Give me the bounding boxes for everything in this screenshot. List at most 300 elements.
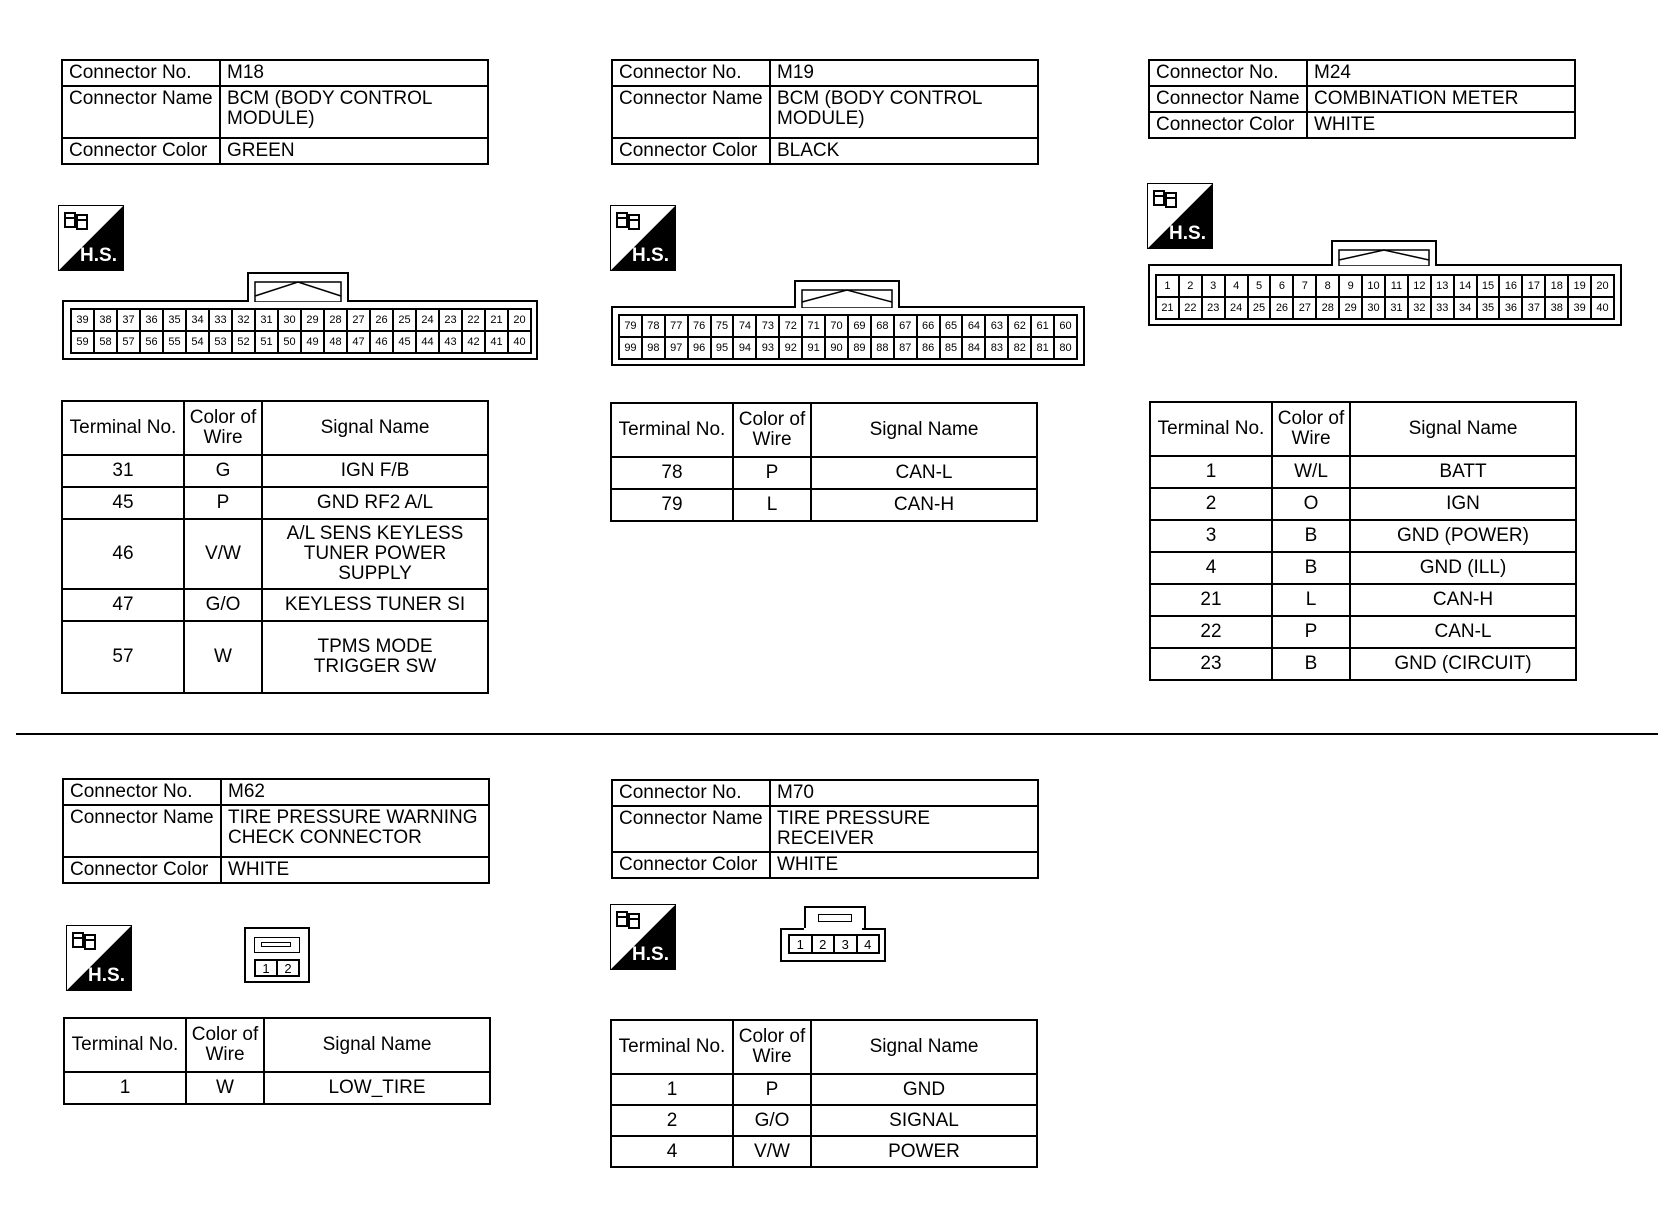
- connector-no-value: M62: [221, 779, 489, 805]
- terminal-no-header: Terminal No.: [62, 401, 184, 455]
- terminal-row: [62, 621, 488, 693]
- wire-color-header: Color of Wire: [184, 401, 262, 455]
- pin: 36: [1499, 297, 1522, 319]
- wire-color: B: [1272, 552, 1350, 584]
- pin: 58: [94, 331, 117, 353]
- connector-name-value: TIRE PRESSURE RECEIVER: [770, 806, 1038, 852]
- terminal-table-m18: [61, 400, 489, 694]
- pin: 3: [1202, 275, 1225, 297]
- connector-no-value: M24: [1307, 60, 1575, 86]
- connector-m70: [611, 779, 1039, 879]
- signal-name: IGN: [1350, 488, 1576, 520]
- pin: 33: [209, 309, 232, 331]
- pin: 43: [439, 331, 462, 353]
- connector-name-value: BCM (BODY CONTROL MODULE): [220, 86, 488, 138]
- connector-m19: [611, 59, 1039, 165]
- pin: 10: [1362, 275, 1385, 297]
- pin: 28: [324, 309, 347, 331]
- pin: 4: [1225, 275, 1248, 297]
- pin: 50: [278, 331, 301, 353]
- connector-latch: [247, 272, 349, 302]
- terminal-no: 1: [64, 1072, 186, 1104]
- terminal-row: [64, 1072, 490, 1104]
- terminal-no: 2: [1150, 488, 1272, 520]
- pin: 23: [1202, 297, 1225, 319]
- pin: 22: [1179, 297, 1202, 319]
- signal-name: BATT: [1350, 456, 1576, 488]
- pin: 27: [1293, 297, 1316, 319]
- connector-no-label: Connector No.: [63, 779, 221, 805]
- signal-name: SIGNAL: [811, 1105, 1037, 1136]
- signal-name: IGN F/B: [262, 455, 488, 487]
- info-row-no: [63, 779, 489, 805]
- pin: 41: [485, 331, 508, 353]
- connector-name-value: COMBINATION METER: [1307, 86, 1575, 112]
- signal-name: GND: [811, 1074, 1037, 1105]
- info-row-name: [63, 805, 489, 857]
- terminal-no: 23: [1150, 648, 1272, 680]
- connector-face-m19: [611, 306, 1085, 366]
- pin: 9: [1339, 275, 1362, 297]
- signal-name: CAN-H: [811, 489, 1037, 521]
- pin: 77: [665, 315, 688, 337]
- pin: 23: [439, 309, 462, 331]
- connector-no-label: Connector No.: [1149, 60, 1307, 86]
- info-row-name: [612, 86, 1038, 138]
- connector-info-table: [1148, 59, 1576, 139]
- terminal-row: [611, 1105, 1037, 1136]
- pin: 51: [255, 331, 278, 353]
- terminal-table-m19: [610, 402, 1038, 522]
- pin-grid: [70, 308, 532, 354]
- signal-name: CAN-L: [1350, 616, 1576, 648]
- connector-name-value: BCM (BODY CONTROL MODULE): [770, 86, 1038, 138]
- pin: 46: [370, 331, 393, 353]
- terminal-row: [1150, 488, 1576, 520]
- connector-m18: [61, 59, 489, 165]
- pin: 70: [825, 315, 848, 337]
- terminal-row: [611, 489, 1037, 521]
- terminal-row: [611, 457, 1037, 489]
- terminal-no: 1: [1150, 456, 1272, 488]
- hs-label: H.S.: [632, 944, 669, 965]
- pin: 94: [733, 337, 756, 359]
- terminal-header: [64, 1018, 490, 1072]
- terminal-row: [1150, 584, 1576, 616]
- signal-name-header: Signal Name: [1350, 402, 1576, 456]
- hs-icon: [58, 205, 124, 271]
- connector-name-label: Connector Name: [62, 86, 220, 138]
- connector-color-label: Connector Color: [612, 852, 770, 878]
- info-row-color: [612, 852, 1038, 878]
- pin: 19: [1568, 275, 1591, 297]
- wire-color-header: Color of Wire: [733, 1020, 811, 1074]
- info-row-no: [1149, 60, 1575, 86]
- connector-face-m18: [62, 300, 538, 360]
- pin: 97: [665, 337, 688, 359]
- terminal-table-m24: [1149, 401, 1577, 681]
- wire-color: P: [1272, 616, 1350, 648]
- connector-color-label: Connector Color: [63, 857, 221, 883]
- pin: 26: [1270, 297, 1293, 319]
- connector-color-label: Connector Color: [1149, 112, 1307, 138]
- connector-color-value: WHITE: [221, 857, 489, 883]
- pin: 64: [962, 315, 985, 337]
- connector-no-label: Connector No.: [612, 60, 770, 86]
- pin: 66: [917, 315, 940, 337]
- signal-name-header: Signal Name: [264, 1018, 490, 1072]
- info-row-name: [612, 806, 1038, 852]
- connector-latch: [794, 280, 900, 308]
- terminal-no: 4: [1150, 552, 1272, 584]
- hs-icon: [66, 925, 132, 991]
- connector-color-label: Connector Color: [62, 138, 220, 164]
- pin: 88: [871, 337, 894, 359]
- pin: 39: [1568, 297, 1591, 319]
- pin: 31: [1385, 297, 1408, 319]
- pin: 49: [301, 331, 324, 353]
- terminal-row: [1150, 552, 1576, 584]
- pin: 65: [940, 315, 963, 337]
- pin: 5: [1248, 275, 1271, 297]
- pin: 1: [789, 935, 812, 953]
- pin: 92: [779, 337, 802, 359]
- hs-icon: [1147, 183, 1213, 249]
- pin: 12: [1408, 275, 1431, 297]
- signal-name: A/L SENS KEYLESS TUNER POWER SUPPLY: [262, 519, 488, 589]
- pin: 38: [1545, 297, 1568, 319]
- pin: 15: [1477, 275, 1500, 297]
- connector-latch: [254, 937, 300, 953]
- pin: 47: [347, 331, 370, 353]
- pin: 20: [1591, 275, 1614, 297]
- connector-name-label: Connector Name: [63, 805, 221, 857]
- terminal-header: [611, 403, 1037, 457]
- wire-color-header: Color of Wire: [186, 1018, 264, 1072]
- terminal-no-header: Terminal No.: [611, 1020, 733, 1074]
- terminal-table-m62: [63, 1017, 491, 1105]
- terminal-row: [62, 487, 488, 519]
- wire-color: P: [733, 457, 811, 489]
- pin: 29: [301, 309, 324, 331]
- pin: 57: [117, 331, 140, 353]
- pin: 75: [711, 315, 734, 337]
- connector-latch: [1331, 240, 1437, 266]
- signal-name: KEYLESS TUNER SI: [262, 589, 488, 621]
- pin: 69: [848, 315, 871, 337]
- terminal-row: [611, 1074, 1037, 1105]
- pin: 37: [117, 309, 140, 331]
- pin: 6: [1270, 275, 1293, 297]
- pin: 72: [779, 315, 802, 337]
- pin: 2: [812, 935, 835, 953]
- pin: 24: [1225, 297, 1248, 319]
- pin: 59: [71, 331, 94, 353]
- pin-grid: [1155, 274, 1615, 320]
- pin: 34: [186, 309, 209, 331]
- wire-color: P: [733, 1074, 811, 1105]
- wire-color: G: [184, 455, 262, 487]
- terminal-no: 21: [1150, 584, 1272, 616]
- connector-face-m24: [1148, 264, 1622, 326]
- hs-label: H.S.: [632, 245, 669, 266]
- pin: 86: [917, 337, 940, 359]
- pin: 3: [834, 935, 857, 953]
- pin: 44: [416, 331, 439, 353]
- pin: 17: [1522, 275, 1545, 297]
- pin: 82: [1008, 337, 1031, 359]
- terminal-no-header: Terminal No.: [611, 403, 733, 457]
- pin: 30: [278, 309, 301, 331]
- pin: 13: [1431, 275, 1454, 297]
- pin: 81: [1031, 337, 1054, 359]
- connector-name-label: Connector Name: [1149, 86, 1307, 112]
- connector-info-table: [611, 779, 1039, 879]
- pin: 37: [1522, 297, 1545, 319]
- pin: 18: [1545, 275, 1568, 297]
- pin: 87: [894, 337, 917, 359]
- pin: 1: [255, 960, 277, 976]
- pin: 20: [508, 309, 531, 331]
- pin: 99: [619, 337, 642, 359]
- pin: 60: [1054, 315, 1077, 337]
- connector-no-label: Connector No.: [62, 60, 220, 86]
- pin: 62: [1008, 315, 1031, 337]
- signal-name-header: Signal Name: [811, 1020, 1037, 1074]
- signal-name: GND (POWER): [1350, 520, 1576, 552]
- pin: 45: [393, 331, 416, 353]
- pin: 53: [209, 331, 232, 353]
- terminal-row: [1150, 456, 1576, 488]
- signal-name: TPMS MODE TRIGGER SW: [262, 621, 488, 693]
- pin: 14: [1454, 275, 1477, 297]
- pin: 40: [1591, 297, 1614, 319]
- pin: 98: [642, 337, 665, 359]
- pin: 89: [848, 337, 871, 359]
- connector-info-table: [62, 778, 490, 884]
- signal-name: GND (CIRCUIT): [1350, 648, 1576, 680]
- pin: 32: [232, 309, 255, 331]
- terminal-no: 31: [62, 455, 184, 487]
- pin: 73: [756, 315, 779, 337]
- pin: 2: [277, 960, 299, 976]
- hs-label: H.S.: [88, 965, 125, 986]
- pin: 33: [1431, 297, 1454, 319]
- connector-no-value: M19: [770, 60, 1038, 86]
- terminal-no: 1: [611, 1074, 733, 1105]
- pin: 22: [462, 309, 485, 331]
- pin: 35: [1477, 297, 1500, 319]
- terminal-no: 46: [62, 519, 184, 589]
- hs-label: H.S.: [80, 245, 117, 266]
- pin: 83: [985, 337, 1008, 359]
- pin: 8: [1316, 275, 1339, 297]
- pin: 25: [1248, 297, 1271, 319]
- wire-color: G/O: [184, 589, 262, 621]
- pin: 1: [1156, 275, 1179, 297]
- info-row-no: [62, 60, 488, 86]
- wire-color: W: [184, 621, 262, 693]
- pin: 40: [508, 331, 531, 353]
- pin: 79: [619, 315, 642, 337]
- pin: 4: [857, 935, 880, 953]
- terminal-header: [611, 1020, 1037, 1074]
- connector-latch: [804, 906, 866, 928]
- terminal-no: 22: [1150, 616, 1272, 648]
- wire-color: W/L: [1272, 456, 1350, 488]
- pin: 21: [1156, 297, 1179, 319]
- wire-color: O: [1272, 488, 1350, 520]
- pin: 30: [1362, 297, 1385, 319]
- pin: 16: [1499, 275, 1522, 297]
- info-row-color: [1149, 112, 1575, 138]
- connector-color-value: GREEN: [220, 138, 488, 164]
- info-row-color: [63, 857, 489, 883]
- pin: 36: [140, 309, 163, 331]
- info-row-no: [612, 780, 1038, 806]
- pin: 39: [71, 309, 94, 331]
- terminal-row: [62, 455, 488, 487]
- connector-info-table: [61, 59, 489, 165]
- connector-color-value: WHITE: [770, 852, 1038, 878]
- pin: 56: [140, 331, 163, 353]
- wire-color: L: [733, 489, 811, 521]
- pin: 7: [1293, 275, 1316, 297]
- pin: 21: [485, 309, 508, 331]
- pin: 84: [962, 337, 985, 359]
- terminal-row: [62, 589, 488, 621]
- pin: 61: [1031, 315, 1054, 337]
- connector-name-value: TIRE PRESSURE WARNING CHECK CONNECTOR: [221, 805, 489, 857]
- pin: 90: [825, 337, 848, 359]
- signal-name: CAN-L: [811, 457, 1037, 489]
- pin: 26: [370, 309, 393, 331]
- wire-color: B: [1272, 520, 1350, 552]
- section-divider: [16, 733, 1658, 735]
- signal-name: LOW_TIRE: [264, 1072, 490, 1104]
- hs-label: H.S.: [1169, 223, 1206, 244]
- connector-no-label: Connector No.: [612, 780, 770, 806]
- terminal-row: [1150, 648, 1576, 680]
- connector-color-value: BLACK: [770, 138, 1038, 164]
- pin: 55: [163, 331, 186, 353]
- pin: 71: [802, 315, 825, 337]
- wire-color: V/W: [733, 1136, 811, 1167]
- hs-icon: [610, 205, 676, 271]
- pin: 29: [1339, 297, 1362, 319]
- pin: 24: [416, 309, 439, 331]
- pin: 31: [255, 309, 278, 331]
- pin-grid: [618, 314, 1078, 360]
- wire-color: W: [186, 1072, 264, 1104]
- connector-m24: [1148, 59, 1576, 139]
- info-row-name: [1149, 86, 1575, 112]
- pin: 25: [393, 309, 416, 331]
- pin: 78: [642, 315, 665, 337]
- pin: 63: [985, 315, 1008, 337]
- hs-icon: [610, 904, 676, 970]
- pin: 76: [688, 315, 711, 337]
- pin: 74: [733, 315, 756, 337]
- terminal-no: 4: [611, 1136, 733, 1167]
- wire-color: G/O: [733, 1105, 811, 1136]
- connector-face-m62: [244, 927, 310, 983]
- pin: 95: [711, 337, 734, 359]
- wire-color: L: [1272, 584, 1350, 616]
- signal-name-header: Signal Name: [811, 403, 1037, 457]
- connector-color-label: Connector Color: [612, 138, 770, 164]
- info-row-name: [62, 86, 488, 138]
- connector-face-m70: [780, 928, 886, 962]
- terminal-header: [1150, 402, 1576, 456]
- wire-color-header: Color of Wire: [1272, 402, 1350, 456]
- info-row-color: [612, 138, 1038, 164]
- pin: 52: [232, 331, 255, 353]
- connector-no-value: M18: [220, 60, 488, 86]
- info-row-color: [62, 138, 488, 164]
- wire-color: P: [184, 487, 262, 519]
- pin: 2: [1179, 275, 1202, 297]
- terminal-no-header: Terminal No.: [1150, 402, 1272, 456]
- signal-name: POWER: [811, 1136, 1037, 1167]
- wire-color: V/W: [184, 519, 262, 589]
- pin: 28: [1316, 297, 1339, 319]
- wire-color: B: [1272, 648, 1350, 680]
- pin: 38: [94, 309, 117, 331]
- pin: 67: [894, 315, 917, 337]
- pin: 68: [871, 315, 894, 337]
- terminal-no: 78: [611, 457, 733, 489]
- info-row-no: [612, 60, 1038, 86]
- pin: 11: [1385, 275, 1408, 297]
- pin: 48: [324, 331, 347, 353]
- terminal-no-header: Terminal No.: [64, 1018, 186, 1072]
- signal-name-header: Signal Name: [262, 401, 488, 455]
- terminal-no: 79: [611, 489, 733, 521]
- connector-color-value: WHITE: [1307, 112, 1575, 138]
- terminal-no: 47: [62, 589, 184, 621]
- terminal-no: 57: [62, 621, 184, 693]
- terminal-no: 45: [62, 487, 184, 519]
- terminal-row: [611, 1136, 1037, 1167]
- pin: 85: [940, 337, 963, 359]
- terminal-header: [62, 401, 488, 455]
- pin: 93: [756, 337, 779, 359]
- pin: 42: [462, 331, 485, 353]
- connector-m62: [62, 778, 490, 884]
- signal-name: GND RF2 A/L: [262, 487, 488, 519]
- connector-name-label: Connector Name: [612, 806, 770, 852]
- terminal-row: [62, 519, 488, 589]
- connector-no-value: M70: [770, 780, 1038, 806]
- connector-info-table: [611, 59, 1039, 165]
- pin: 34: [1454, 297, 1477, 319]
- wire-color-header: Color of Wire: [733, 403, 811, 457]
- terminal-no: 3: [1150, 520, 1272, 552]
- terminal-row: [1150, 520, 1576, 552]
- connector-name-label: Connector Name: [612, 86, 770, 138]
- pin: 32: [1408, 297, 1431, 319]
- terminal-row: [1150, 616, 1576, 648]
- terminal-table-m70: [610, 1019, 1038, 1168]
- pin: 35: [163, 309, 186, 331]
- pin: 80: [1054, 337, 1077, 359]
- pin: 54: [186, 331, 209, 353]
- pin: 91: [802, 337, 825, 359]
- pin: 27: [347, 309, 370, 331]
- pin: 96: [688, 337, 711, 359]
- signal-name: CAN-H: [1350, 584, 1576, 616]
